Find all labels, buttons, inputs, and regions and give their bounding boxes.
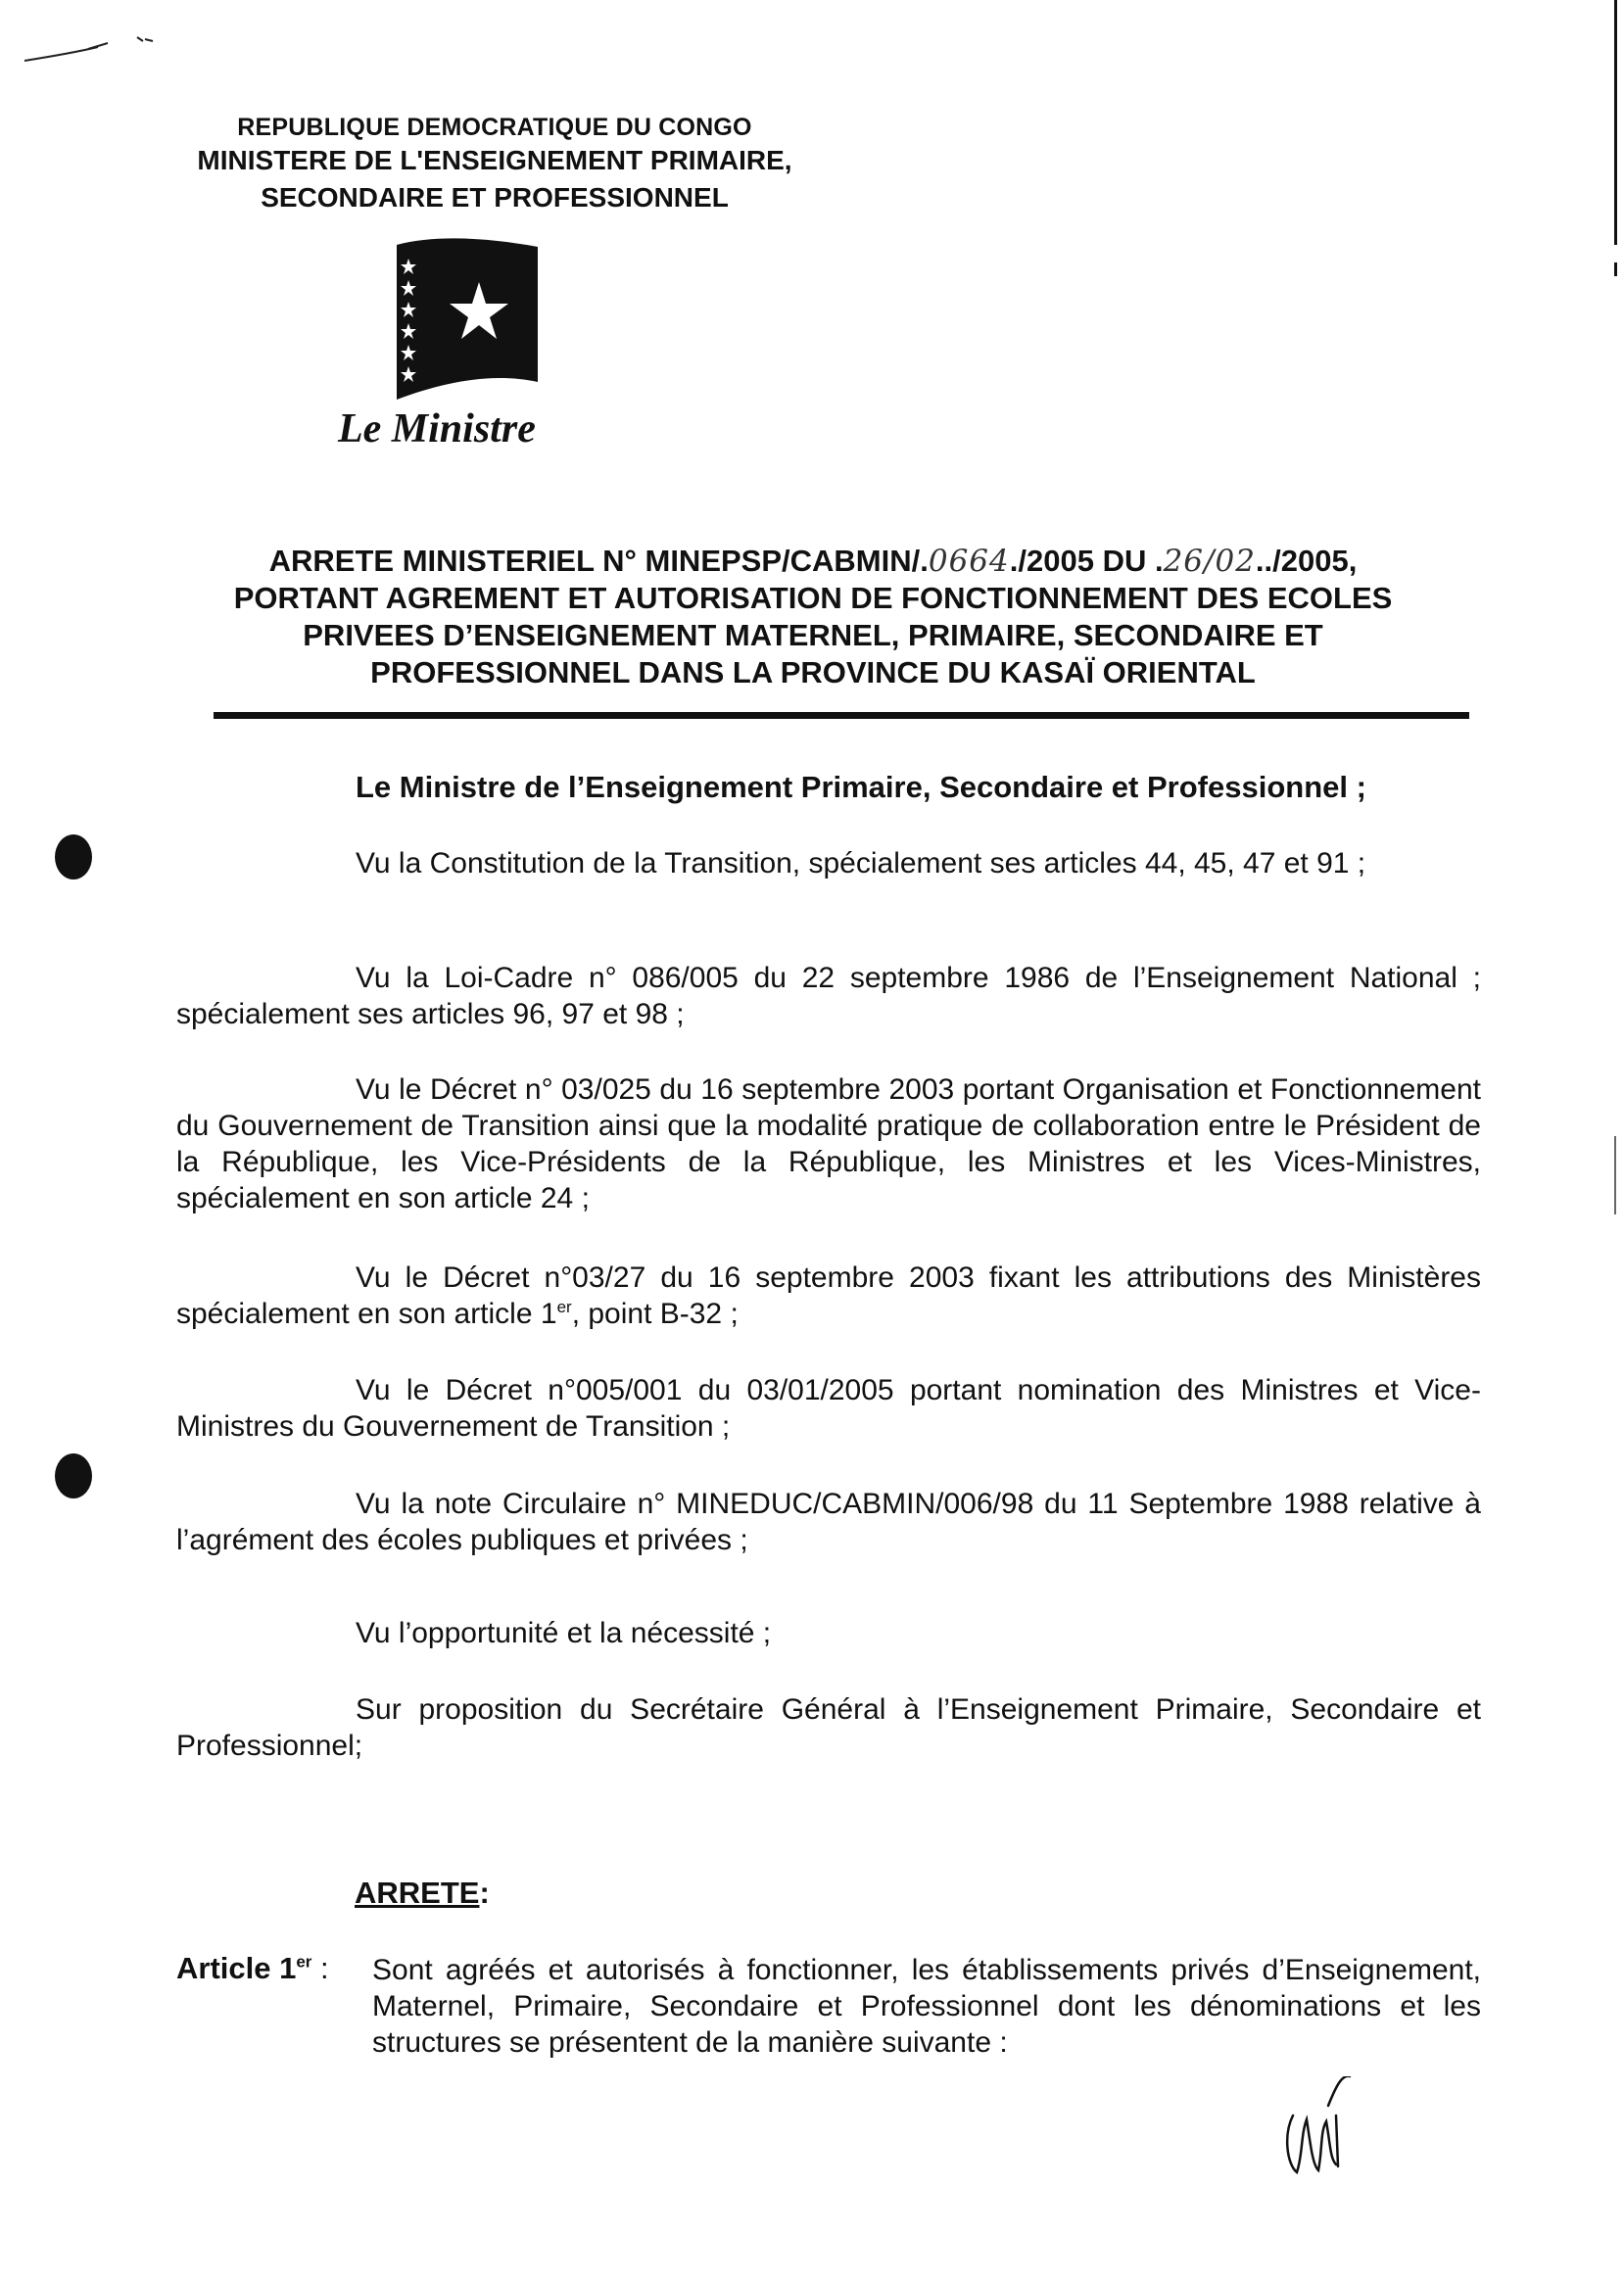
title-underline-rule: [214, 712, 1469, 719]
handwritten-decree-number: 0664: [928, 544, 1010, 579]
preamble-paragraph-note-circulaire: Vu la note Circulaire n° MINEDUC/CABMIN/006/98 du 11 Septembre 1988 relative à l’agrément des écoles publiques et privées ;: [176, 1488, 1481, 1556]
punch-hole-mark: [55, 834, 92, 880]
decree-title-line4: PROFESSIONNEL DANS LA PROVINCE DU KASAÏ ORIENTAL: [370, 655, 1256, 689]
decree-title-line3: PRIVEES D’ENSEIGNEMENT MATERNEL, PRIMAIRE, SECONDAIRE ET: [303, 618, 1323, 652]
preamble-lead: Le Ministre de l’Enseignement Primaire, Secondaire et Professionnel ;: [356, 770, 1366, 804]
page-edge-mark: [1614, 262, 1617, 276]
article-1-text: Sont agréés et autorisés à fonctionner, les établissements privés d’Enseignement, Maternel, Primaire, Secondaire et Professionnel dont les dénominations et les structures se présentent de la manière suivante :: [372, 1954, 1481, 2059]
ministry-name-line1: MINISTERE DE L'ENSEIGNEMENT PRIMAIRE,: [197, 145, 792, 175]
preamble-paragraph-opportunite: Vu l’opportunité et la nécessité ;: [356, 1617, 772, 1649]
decree-title-line1: ARRETE MINISTERIEL N° MINEPSP/CABMIN/.0664./2005 DU .26/02../2005,: [268, 544, 1358, 579]
country-name: REPUBLIQUE DEMOCRATIQUE DU CONGO: [237, 114, 752, 141]
preamble-paragraph-decret-03-025: Vu le Décret n° 03/025 du 16 septembre 2003 portant Organisation et Fonctionnement du Gouvernement de Transition ainsi que la modalité pratique de collaboration entre le Président de la République, les Vice-Présidents de la République, les Ministres et les Vices-Ministres, spécialement en son article 24 ;: [176, 1073, 1481, 1214]
decree-title-line2: PORTANT AGREMENT ET AUTORISATION DE FONCTIONNEMENT DES ECOLES: [233, 581, 1393, 615]
page-edge-mark: [1614, 0, 1617, 245]
handwritten-decree-date: 26/02: [1163, 544, 1256, 579]
preamble-paragraph-decret-03-27: Vu le Décret n°03/27 du 16 septembre 2003 fixant les attributions des Ministères spécialement en son article 1er, point B-32 ;: [176, 1261, 1481, 1330]
punch-hole-mark: [55, 1453, 92, 1498]
preamble-paragraph-proposition: Sur proposition du Secrétaire Général à l’Enseignement Primaire, Secondaire et Professionnel;: [176, 1693, 1481, 1762]
decree-title: [147, 543, 1479, 691]
arrete-heading: ARRETE:: [355, 1876, 490, 1910]
preamble-paragraph-decret-005-001: Vu le Décret n°005/001 du 03/01/2005 portant nomination des Ministres et Vice-Ministres du Gouvernement de Transition ;: [176, 1374, 1481, 1443]
ministry-name-line2: SECONDAIRE ET PROFESSIONNEL: [261, 182, 729, 213]
preamble-paragraph-constitution: Vu la Constitution de la Transition, spécialement ses articles 44, 45, 47 et 91 ;: [356, 847, 1366, 880]
article-1-label: Article 1er :: [176, 1951, 329, 1985]
preamble-paragraph-loi-cadre: Vu la Loi-Cadre n° 086/005 du 22 septembre 1986 de l’Enseignement National ; spécialement ses articles 96, 97 et 98 ;: [176, 962, 1481, 1030]
page-edge-mark: [1614, 1136, 1616, 1214]
flag-emblem-icon: [395, 235, 540, 402]
office-title: Le Ministre: [338, 406, 536, 452]
pen-scribble-mark: [20, 29, 157, 69]
handwritten-initials-signature: [1273, 2076, 1381, 2184]
